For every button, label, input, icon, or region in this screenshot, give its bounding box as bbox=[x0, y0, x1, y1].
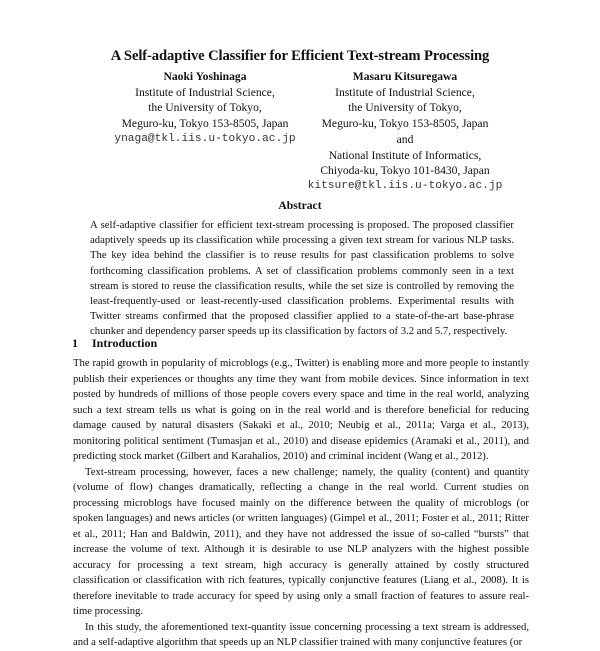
author-affiliation-line: the University of Tokyo, bbox=[348, 101, 462, 115]
body-paragraph: Text-stream processing, however, faces a new challenge; namely, the quality (content) and quantity (volume of flow) changes dramatically, reflecting a change in the real world. Current studies on processing microblogs have focused mainly on the difference between the quality of microblogs (or spoken languages) and news articles (or written languages) (Gimpel et al., 2011; Foster et al., 2011; Ritter et al., 2011; Han and Baldwin, 2011), and they have not addressed the issue of so-called “bursts” that increase the volume of text. Although it is desirable to use NLP analyzers with the highest possible accuracy for processing a text stream, high accuracy is generally attained by costly structured classification or classification with rich features, typically conjunctive features (Liang et al., 2008). It is therefore inevitable to trade accuracy for speed by using only a small fraction of features to assure real-time processing. bbox=[73, 465, 529, 617]
body-paragraph: The rapid growth in popularity of microblogs (e.g., Twitter) is enabling more and more people to instantly publish their experiences or thoughts any time they want from mobile devices. Since information in text posted by hundreds of millions of those people covers every space and time in the real world, analyzing such a text stream tells us what is going on in the real world and is therefore beneficial for reducing damage caused by natural disasters (Sakaki et al., 2010; Neubig et al., 2011a; Varga et al., 2013), monitoring political sentiment (Tumasjan et al., 2010) and disease epidemics (Aramaki et al., 2011), and predicting stock market (Gilbert and Karahalios, 2010) and criminal incident (Wang et al., 2012). bbox=[73, 357, 529, 462]
author-affiliation-line: Meguro-ku, Tokyo 153-8505, Japan bbox=[121, 117, 289, 131]
section-body bbox=[73, 356, 529, 651]
author-affiliation-line: and bbox=[396, 132, 414, 146]
author-block bbox=[95, 69, 315, 148]
section-heading bbox=[72, 336, 157, 351]
author-name: Masaru Kitsuregawa bbox=[352, 70, 458, 83]
author-email: kitsure@tkl.iis.u-tokyo.ac.jp bbox=[307, 179, 503, 192]
abstract-text: A self-adaptive classifier for efficient text-stream processing is proposed. The proposed classifier adaptively speeds up its classification while processing a given text stream for various NLP tasks. The key idea behind the classifier is to reuse results for past classification problems to solve forthcoming classification problems. A set of classification problems commonly seen in a text stream is stored to reuse the classification results, while the set size is controlled by removing the least-frequently-used or least-recently-used classification problems. Experimental results with Twitter streams confirmed that the proposed classifier applied to a state-of-the-art base-phrase chunker and dependency parser speeds up its classification by factors of 3.2 and 5.7, respectively. bbox=[90, 219, 514, 338]
author-block bbox=[290, 69, 520, 195]
author-affiliation-line: Meguro-ku, Tokyo 153-8505, Japan bbox=[321, 117, 489, 131]
author-affiliation-line: Institute of Industrial Science, bbox=[135, 85, 275, 99]
author-affiliation-line: the University of Tokyo, bbox=[148, 101, 262, 115]
author-name: Naoki Yoshinaga bbox=[163, 70, 247, 83]
author-email: ynaga@tkl.iis.u-tokyo.ac.jp bbox=[114, 132, 296, 145]
section-number: 1 bbox=[72, 336, 78, 350]
author-affiliation-line: Chiyoda-ku, Tokyo 101-8430, Japan bbox=[320, 164, 490, 178]
paper-title: A Self-adaptive Classifier for Efficient Text-stream Processing bbox=[110, 48, 490, 64]
body-paragraph: In this study, the aforementioned text-quantity issue concerning processing a text stream is addressed, and a self-adaptive algorithm that speeds up an NLP classifier trained with many conjunctive features (or bbox=[73, 620, 529, 648]
section-title: Introduction bbox=[92, 336, 158, 350]
author-affiliation-line: National Institute of Informatics, bbox=[328, 148, 482, 162]
author-affiliation-line: Institute of Industrial Science, bbox=[335, 85, 475, 99]
abstract-heading: Abstract bbox=[278, 199, 322, 212]
